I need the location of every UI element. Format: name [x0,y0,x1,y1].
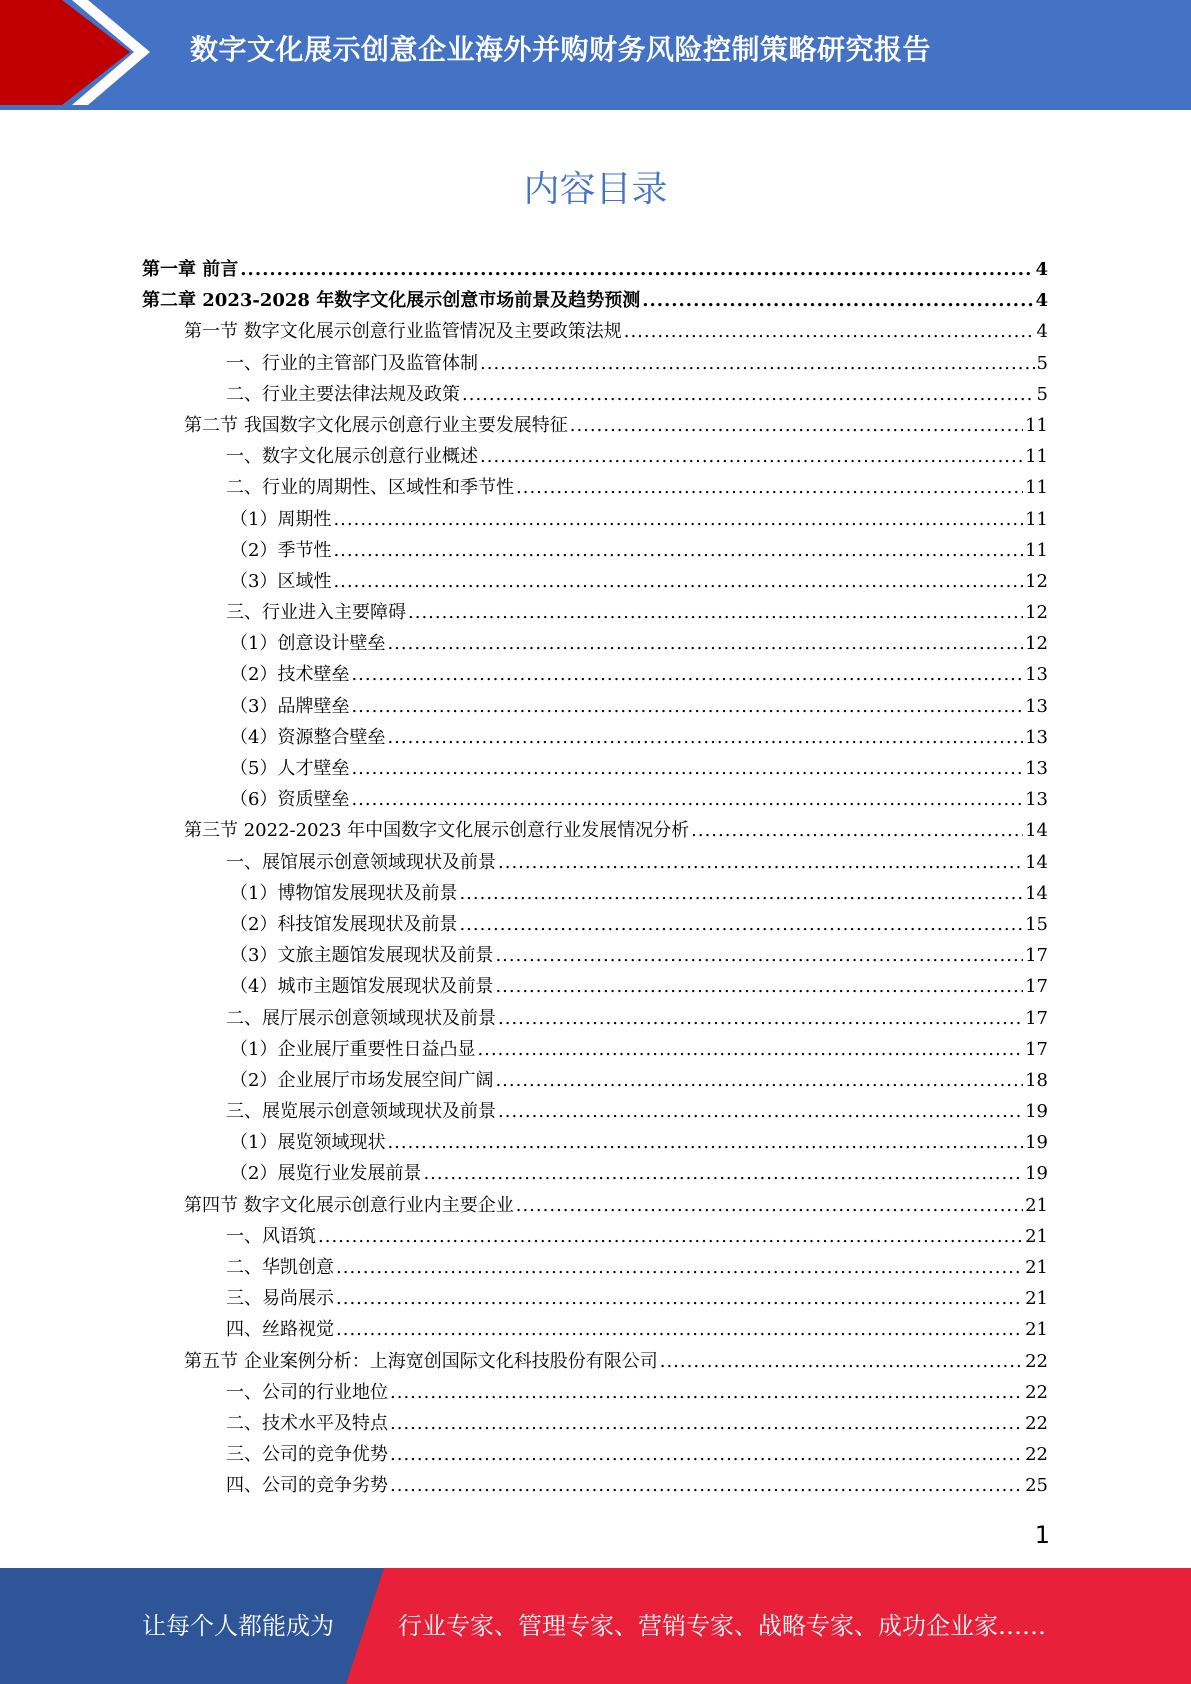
toc-dot-leader [495,940,1023,971]
toc-entry[interactable] [142,504,1048,535]
toc-entry[interactable] [142,847,1048,878]
toc-entry-page: 22 [1025,1444,1048,1466]
toc-entry-page: 21 [1025,1225,1048,1247]
toc-entry-title: （1）展览领域现状 [230,1132,386,1154]
toc-entry-title: （3）品牌壁垒 [230,695,350,717]
toc-entry-title: （5）人才壁垒 [230,758,350,779]
toc-entry[interactable] [142,1470,1048,1501]
toc-entry[interactable] [142,753,1048,784]
toc-dot-leader [495,971,1023,1002]
toc-entry-page: 14 [1025,820,1048,842]
toc-entry-title: 二、展厅展示创意领域现状及前景 [226,1007,496,1029]
toc-entry-page: 13 [1025,664,1048,686]
toc-entry[interactable] [142,1003,1048,1034]
toc-entry[interactable] [142,535,1048,566]
table-of-contents [142,254,1048,1502]
toc-entry-title: （2）展览行业发展前景 [230,1163,422,1185]
page-number: 1 [1034,1521,1050,1549]
toc-dot-leader [318,1221,1023,1252]
toc-entry-page: 14 [1025,882,1048,904]
toc-dot-leader [642,285,1033,316]
toc-dot-leader [351,784,1023,815]
toc-dot-leader [333,535,1023,566]
toc-entry-title: 三、行业进入主要障碍 [226,602,406,624]
toc-entry-title: 一、展馆展示创意领域现状及前景 [226,851,496,873]
toc-entry-title: 第四节 数字文化展示创意行业内主要企业 [184,1194,514,1216]
toc-dot-leader [387,628,1023,659]
toc-dot-leader [477,1034,1023,1065]
header-banner [0,0,1191,110]
toc-dot-leader [516,472,1023,503]
toc-dot-leader [498,847,1023,878]
toc-entry-page: 11 [1025,477,1048,499]
toc-entry-page: 19 [1025,1132,1048,1154]
toc-entry-page: 19 [1025,1163,1048,1185]
toc-entry[interactable] [142,1190,1048,1221]
toc-dot-leader [387,1127,1023,1158]
toc-entry[interactable] [142,815,1048,846]
toc-dot-leader [240,254,1033,285]
toc-entry-title: 一、风语筑 [226,1225,316,1247]
toc-heading: 内容目录 [523,169,668,210]
toc-dot-leader [390,1377,1023,1408]
toc-entry-title: （1）周期性 [230,508,332,530]
toc-entry-title: （3）区域性 [230,570,332,592]
toc-entry-page: 11 [1025,414,1048,436]
toc-entry-page: 21 [1025,1194,1048,1216]
toc-entry[interactable] [142,784,1048,815]
toc-entry[interactable] [142,628,1048,659]
toc-entry-title: 第五节 企业案例分析：上海宽创国际文化科技股份有限公司 [184,1350,658,1372]
toc-entry-title: （1）博物馆发展现状及前景 [230,882,458,904]
toc-entry[interactable] [142,597,1048,628]
toc-dot-leader [624,316,1035,347]
toc-entry[interactable] [142,878,1048,909]
toc-dot-leader [390,1408,1023,1439]
toc-entry-title: （1）创意设计壁垒 [230,633,386,655]
toc-entry[interactable] [142,1346,1048,1377]
toc-entry-title: 三、公司的竞争优势 [226,1444,388,1466]
toc-entry[interactable] [142,1127,1048,1158]
toc-entry-title: （1）企业展厅重要性日益凸显 [230,1038,476,1060]
toc-entry[interactable] [142,1034,1048,1065]
toc-dot-leader [390,1439,1023,1470]
toc-entry-page: 22 [1025,1381,1048,1403]
toc-entry[interactable] [142,410,1048,441]
toc-dot-leader [498,1096,1023,1127]
toc-entry-title: （2）季节性 [230,539,332,561]
toc-entry-title: 一、公司的行业地位 [226,1381,388,1403]
toc-entry[interactable] [142,1408,1048,1439]
footer-banner [0,1568,1191,1684]
toc-entry[interactable] [142,1221,1048,1252]
toc-dot-leader [691,815,1023,846]
toc-entry-page: 17 [1025,1038,1048,1060]
toc-entry-page: 17 [1025,1007,1048,1029]
toc-dot-leader [498,1003,1023,1034]
toc-entry-page: 17 [1025,945,1048,967]
toc-entry[interactable] [142,316,1048,347]
toc-entry[interactable] [142,1314,1048,1345]
toc-entry-title: 第一章 前言 [142,259,239,280]
footer-slogan-left: 让每个人都能成为 [142,1612,334,1640]
toc-entry-page: 11 [1025,539,1048,561]
toc-dot-leader [480,441,1023,472]
toc-entry-page: 22 [1025,1350,1048,1372]
toc-dot-leader [495,1065,1023,1096]
toc-entry-title: 三、易尚展示 [226,1288,334,1310]
toc-dot-leader [480,348,1035,379]
toc-dot-leader [336,1252,1023,1283]
toc-dot-leader [333,504,1023,535]
toc-entry-page: 13 [1025,789,1048,811]
toc-entry[interactable] [142,285,1048,316]
toc-entry-page: 13 [1025,726,1048,748]
toc-entry-title: （6）资质壁垒 [230,789,350,811]
toc-entry[interactable] [142,566,1048,597]
toc-entry-title: 一、行业的主管部门及监管体制 [226,352,478,374]
toc-entry-title: 第一节 数字文化展示创意行业监管情况及主要政策法规 [184,321,622,343]
toc-entry[interactable] [142,1252,1048,1283]
toc-dot-leader [459,878,1023,909]
toc-entry[interactable] [142,1096,1048,1127]
report-title: 数字文化展示创意企业海外并购财务风险控制策略研究报告 [190,33,932,66]
toc-entry-title: （2）企业展厅市场发展空间广阔 [230,1069,494,1091]
toc-dot-leader [516,1190,1023,1221]
toc-entry-page: 21 [1025,1319,1048,1341]
toc-entry[interactable] [142,659,1048,690]
toc-entry-title: 一、数字文化展示创意行业概述 [226,446,478,468]
toc-entry-page: 17 [1025,976,1048,998]
toc-dot-leader [336,1283,1023,1314]
toc-entry-title: 二、行业主要法律法规及政策 [226,383,460,405]
toc-entry-page: 13 [1025,758,1048,779]
toc-entry[interactable] [142,348,1048,379]
toc-entry-page: 15 [1025,913,1048,935]
toc-entry-title: 二、技术水平及特点 [226,1412,388,1434]
toc-entry-title: （2）技术壁垒 [230,664,350,686]
toc-entry-title: 四、公司的竞争劣势 [226,1475,388,1497]
toc-entry-page: 22 [1025,1412,1048,1434]
toc-entry-page: 14 [1025,851,1048,873]
footer-slogan-right: 行业专家、管理专家、营销专家、战略专家、成功企业家…… [398,1612,1046,1640]
toc-dot-leader [387,722,1023,753]
toc-entry[interactable] [142,254,1048,285]
toc-entry-page: 5 [1036,383,1048,405]
toc-dot-leader [459,909,1023,940]
toc-entry[interactable] [142,1065,1048,1096]
toc-entry-page: 12 [1025,602,1048,624]
toc-entry-title: （2）科技馆发展现状及前景 [230,913,458,935]
toc-dot-leader [423,1158,1023,1189]
toc-entry[interactable] [142,1158,1048,1189]
toc-entry-page: 4 [1035,259,1048,280]
toc-entry-page: 25 [1025,1475,1048,1497]
toc-entry[interactable] [142,940,1048,971]
toc-entry-page: 11 [1025,446,1048,468]
toc-entry[interactable] [142,1283,1048,1314]
toc-dot-leader [390,1470,1023,1501]
toc-entry[interactable] [142,441,1048,472]
toc-entry-page: 18 [1025,1069,1048,1091]
toc-entry-page: 13 [1025,695,1048,717]
toc-entry-title: （4）资源整合壁垒 [230,726,386,748]
toc-entry[interactable] [142,909,1048,940]
toc-entry-page: 4 [1036,321,1048,343]
toc-entry-title: 二、华凯创意 [226,1257,334,1278]
toc-dot-leader [336,1314,1023,1345]
toc-entry-page: 12 [1025,633,1048,655]
toc-dot-leader [462,379,1035,410]
toc-entry-page: 21 [1025,1288,1048,1310]
toc-entry[interactable] [142,379,1048,410]
toc-dot-leader [408,597,1023,628]
toc-entry[interactable] [142,722,1048,753]
toc-dot-leader [351,659,1023,690]
toc-entry-title: 第二节 我国数字文化展示创意行业主要发展特征 [184,414,568,436]
header-arrow-decoration [0,0,160,110]
toc-dot-leader [660,1346,1023,1377]
toc-entry-title: 三、展览展示创意领域现状及前景 [226,1101,496,1123]
toc-dot-leader [333,566,1023,597]
toc-entry-page: 19 [1025,1101,1048,1123]
toc-entry-title: （3）文旅主题馆发展现状及前景 [230,945,494,967]
toc-entry[interactable] [142,1439,1048,1470]
toc-entry-page: 11 [1025,508,1048,530]
toc-entry-page: 21 [1025,1257,1048,1278]
toc-dot-leader [351,691,1023,722]
toc-entry[interactable] [142,1377,1048,1408]
toc-entry-title: 四、丝路视觉 [226,1319,334,1341]
toc-entry-title: （4）城市主题馆发展现状及前景 [230,976,494,998]
toc-entry[interactable] [142,472,1048,503]
toc-entry-title: 二、行业的周期性、区域性和季节性 [226,477,514,499]
toc-dot-leader [351,753,1023,784]
toc-entry-title: 第三节 2022-2023 年中国数字文化展示创意行业发展情况分析 [184,820,690,842]
toc-dot-leader [570,410,1023,441]
toc-entry-page: 12 [1025,570,1048,592]
toc-entry-page: 4 [1035,290,1048,312]
toc-entry-page: 5 [1036,352,1048,374]
toc-entry[interactable] [142,971,1048,1002]
toc-entry[interactable] [142,691,1048,722]
toc-entry-title: 第二章 2023-2028 年数字文化展示创意市场前景及趋势预测 [142,290,641,312]
